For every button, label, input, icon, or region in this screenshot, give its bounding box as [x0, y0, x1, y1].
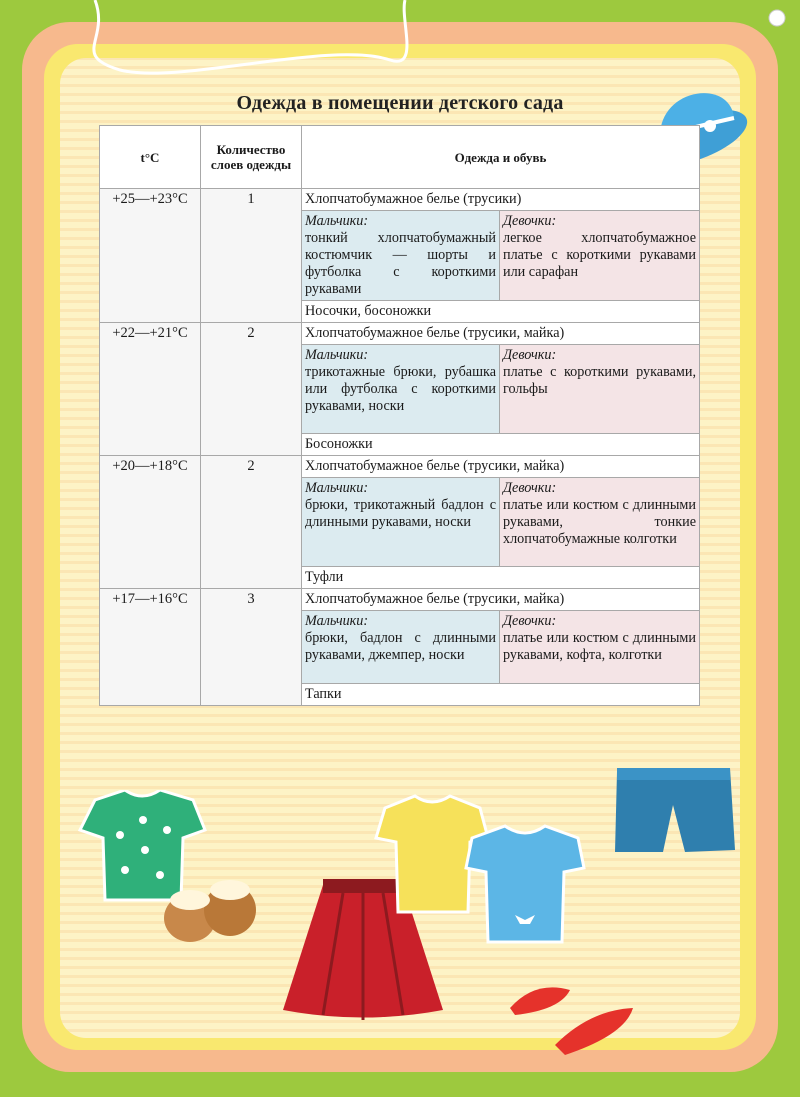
- boys-cell: [302, 211, 500, 301]
- girls-cell: [500, 611, 700, 684]
- clothing-table: [99, 125, 700, 706]
- boys-label: Мальчики:: [305, 480, 369, 496]
- slippers-icon: [160, 870, 260, 950]
- girls-label: Девочки:: [503, 613, 557, 629]
- shoes-cell: Носочки, босоножки: [302, 301, 700, 323]
- shorts-icon: [605, 760, 740, 860]
- table-header-row: [100, 126, 700, 189]
- boys-label: Мальчики:: [305, 213, 369, 229]
- underwear-cell: Хлопчатобумажное белье (трусики, майка): [302, 456, 700, 478]
- boys-label: Мальчики:: [305, 347, 369, 363]
- temp-cell: +25—+23°C: [100, 189, 201, 323]
- temp-cell: +22—+21°C: [100, 323, 201, 456]
- underwear-cell: Хлопчатобумажное белье (трусики, майка): [302, 589, 700, 611]
- boys-label: Мальчики:: [305, 613, 369, 629]
- shoes-cell: Босоножки: [302, 434, 700, 456]
- header-temp: t°C: [100, 126, 201, 189]
- boys-text: брюки, трикотажный бадлон с длинными рукавами, носки: [305, 497, 496, 530]
- underwear-cell: Хлопчатобумажное белье (трусики): [302, 189, 700, 211]
- girls-text: легкое хлопчатобумажное платье с короткими рукавами или сарафан: [503, 230, 696, 280]
- page-title: Одежда в помещении детского сада: [236, 92, 564, 114]
- header-layers: Количество слоев одежды: [201, 126, 302, 189]
- boys-cell: [302, 478, 500, 567]
- girls-cell: [500, 211, 700, 301]
- underwear-cell: Хлопчатобумажное белье (трусики, майка): [302, 323, 700, 345]
- layers-cell: 3: [201, 589, 302, 706]
- girls-text: платье или костюм с длинными рукавами, кофта, колготки: [503, 630, 696, 663]
- boys-text: тонкий хлопчатобумажный костюмчик — шорты и футболка с короткими рукавами: [305, 230, 496, 297]
- table-row: [100, 589, 700, 611]
- girls-text: платье или костюм с длинными рукавами, тонкие хлопчатобумажные колготки: [503, 497, 696, 547]
- boys-text: брюки, бадлон с длинными рукавами, джемпер, носки: [305, 630, 496, 663]
- layers-cell: 2: [201, 323, 302, 456]
- header-clothes: Одежда и обувь: [302, 126, 700, 189]
- boys-cell: [302, 611, 500, 684]
- table-row: [100, 323, 700, 345]
- girls-cell: [500, 345, 700, 434]
- blue-shirt-icon: [460, 820, 590, 950]
- temp-cell: +20—+18°C: [100, 456, 201, 589]
- layers-cell: 2: [201, 456, 302, 589]
- sandals-icon: [505, 970, 640, 1060]
- shoes-cell: Туфли: [302, 567, 700, 589]
- boys-text: трикотажные брюки, рубашка или футболка с короткими рукавами, носки: [305, 364, 496, 414]
- layers-cell: 1: [201, 189, 302, 323]
- girls-label: Девочки:: [503, 480, 557, 496]
- table-row: [100, 456, 700, 478]
- girls-label: Девочки:: [503, 213, 557, 229]
- temp-cell: +17—+16°C: [100, 589, 201, 706]
- girls-cell: [500, 478, 700, 567]
- table-row: [100, 189, 700, 211]
- shoes-cell: Тапки: [302, 684, 700, 706]
- girls-text: платье с короткими рукавами, гольфы: [503, 364, 696, 397]
- boys-cell: [302, 345, 500, 434]
- girls-label: Девочки:: [503, 347, 557, 363]
